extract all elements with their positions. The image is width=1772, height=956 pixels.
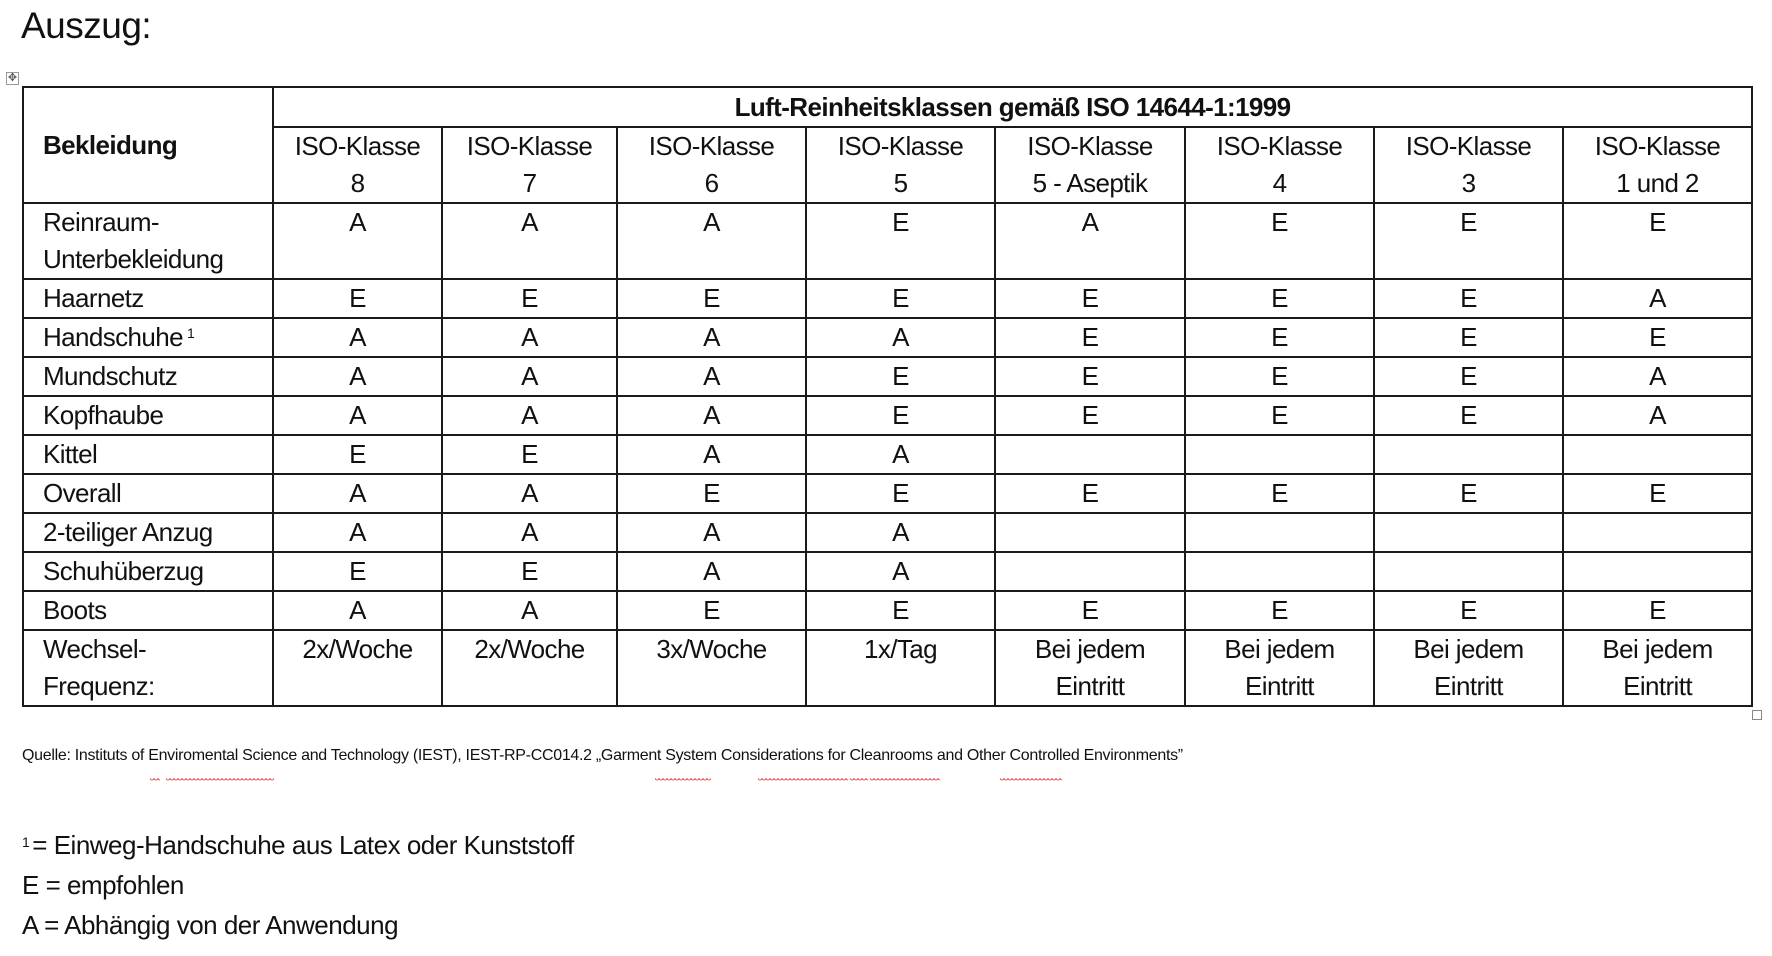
table-cell	[1374, 513, 1563, 552]
table-cell: E	[617, 474, 806, 513]
table-cell	[995, 435, 1185, 474]
table-cell: E	[442, 279, 617, 318]
table-cell: A	[1563, 279, 1752, 318]
legend-note	[22, 825, 574, 865]
table-cell: E	[995, 279, 1185, 318]
table-cell: E	[806, 591, 995, 630]
frequency-text: Bei jedem	[1034, 634, 1146, 664]
row-label	[23, 357, 273, 396]
table-cell: E	[1185, 591, 1374, 630]
header-bekleidung: Bekleidung	[23, 87, 273, 203]
table-cell: A	[273, 357, 442, 396]
frequency-text: Eintritt	[1055, 671, 1125, 701]
row-label-text: Boots	[43, 595, 107, 625]
table-cell: A	[617, 435, 806, 474]
table-cell: E	[806, 474, 995, 513]
table-cell: E	[806, 203, 995, 279]
class-header-line1: ISO-Klasse	[1027, 131, 1153, 161]
table-cell: A	[442, 396, 617, 435]
table-cell: A	[273, 474, 442, 513]
table-cell: E	[995, 318, 1185, 357]
spellcheck-underline	[1000, 778, 1062, 782]
table-row	[23, 474, 1752, 513]
spellcheck-underline	[655, 778, 711, 782]
source-citation: Quelle: Instituts of Enviromental Science and Technology (IEST), IEST-RP-CC014.2 „Garment System Considerations for Cleanrooms and Other Controlled Environments”	[22, 747, 1183, 764]
class-header-line2: 5 - Aseptik	[1032, 168, 1148, 198]
table-cell: A	[1563, 396, 1752, 435]
frequency-text: 2x/Woche	[302, 634, 413, 664]
table-row	[23, 552, 1752, 591]
legend-notes	[22, 825, 574, 945]
table-cell: A	[806, 552, 995, 591]
table-cell: A	[273, 318, 442, 357]
table-resize-handle-icon[interactable]	[1752, 710, 1762, 720]
row-label-text: Kittel	[43, 439, 98, 469]
frequency-text: Eintritt	[1623, 671, 1692, 701]
row-label	[23, 396, 273, 435]
class-header-line2: 7	[522, 168, 537, 198]
frequency-text: Bei jedem	[1413, 634, 1524, 664]
frequency-text: Bei jedem	[1224, 634, 1335, 664]
class-header	[1563, 127, 1752, 203]
frequency-cell	[1185, 630, 1374, 706]
legend-note	[22, 865, 574, 905]
table-cell: A	[442, 591, 617, 630]
table-cell: E	[1374, 203, 1563, 279]
legend-note-text: E = empfohlen	[22, 870, 184, 900]
spellcheck-underline	[870, 778, 940, 782]
table-cell	[1563, 552, 1752, 591]
table-cell: E	[1563, 318, 1752, 357]
class-header-line1: ISO-Klasse	[1405, 131, 1532, 161]
row-label-text: 2-teiliger Anzug	[43, 517, 213, 547]
class-header-line1: ISO-Klasse	[466, 131, 593, 161]
table-cell	[1563, 435, 1752, 474]
row-label-text: Kopfhaube	[43, 400, 164, 430]
table-row	[23, 435, 1752, 474]
table-row	[23, 203, 1752, 279]
frequency-cell	[995, 630, 1185, 706]
document-title: Auszug:	[21, 5, 152, 46]
table-cell: E	[806, 396, 995, 435]
spellcheck-underline	[758, 778, 848, 782]
class-header-line1: ISO-Klasse	[1594, 131, 1721, 161]
header-air-cleanliness-classes: Luft-Reinheitsklassen gemäß ISO 14644-1:1999	[273, 87, 1752, 127]
table-cell: A	[442, 513, 617, 552]
table-cell: A	[617, 318, 806, 357]
table-move-handle-icon[interactable]: ✥	[7, 72, 18, 84]
table-cell: A	[806, 318, 995, 357]
table-cell: E	[1563, 474, 1752, 513]
table-cell: E	[995, 357, 1185, 396]
row-label	[23, 318, 273, 357]
frequency-cell	[617, 630, 806, 706]
table-cell: E	[1374, 318, 1563, 357]
row-label	[23, 435, 273, 474]
table-cell: A	[617, 357, 806, 396]
class-header-line1: ISO-Klasse	[294, 131, 421, 161]
row-label-text: Wechsel-	[43, 634, 147, 664]
table-cell: A	[617, 396, 806, 435]
table-cell: E	[617, 591, 806, 630]
table-cell: A	[806, 513, 995, 552]
class-header-line2: 1 und 2	[1616, 168, 1699, 198]
row-label	[23, 203, 273, 279]
frequency-cell	[1563, 630, 1752, 706]
table-cell: A	[806, 435, 995, 474]
legend-note-text: A = Abhängig von der Anwendung	[22, 910, 399, 940]
table-cell: E	[273, 552, 442, 591]
table-cell: E	[1185, 396, 1374, 435]
table-cell: E	[1185, 203, 1374, 279]
table-cell	[1185, 552, 1374, 591]
class-header-line1: ISO-Klasse	[648, 131, 775, 161]
frequency-cell	[806, 630, 995, 706]
legend-note-text: = Einweg-Handschuhe aus Latex oder Kunststoff	[32, 830, 574, 860]
table-cell: E	[1374, 474, 1563, 513]
class-header	[1374, 127, 1563, 203]
table-cell	[1563, 513, 1752, 552]
table-cell: A	[273, 513, 442, 552]
table-cell: A	[273, 203, 442, 279]
table-cell	[995, 513, 1185, 552]
class-header	[806, 127, 995, 203]
row-label-text: Handschuhe	[43, 322, 183, 352]
table-cell: E	[1374, 279, 1563, 318]
footnote-marker: 1	[187, 325, 195, 341]
table-cell: E	[806, 357, 995, 396]
row-label	[23, 513, 273, 552]
frequency-text: 2x/Woche	[474, 634, 585, 664]
legend-note	[22, 905, 574, 945]
class-header-line2: 4	[1272, 168, 1287, 198]
table-cell: E	[1185, 357, 1374, 396]
table-cell: E	[273, 279, 442, 318]
table-cell: A	[1563, 357, 1752, 396]
frequency-text: 3x/Woche	[656, 634, 767, 664]
table-cell: E	[995, 396, 1185, 435]
table-cell	[995, 552, 1185, 591]
table-cell: E	[1185, 318, 1374, 357]
row-label-text: Schuhüberzug	[43, 556, 204, 586]
class-header-line2: 5	[893, 168, 908, 198]
class-header	[617, 127, 806, 203]
table-cell	[1374, 435, 1563, 474]
class-header-line2: 8	[350, 168, 365, 198]
frequency-text: Bei jedem	[1602, 634, 1713, 664]
class-header	[1185, 127, 1374, 203]
frequency-cell	[442, 630, 617, 706]
table-cell: A	[442, 357, 617, 396]
table-cell: E	[617, 279, 806, 318]
table-cell: A	[273, 396, 442, 435]
table-cell: E	[1185, 279, 1374, 318]
table-cell: E	[995, 591, 1185, 630]
row-label-text: Reinraum-	[43, 207, 159, 237]
class-header-line1: ISO-Klasse	[837, 131, 964, 161]
class-header	[273, 127, 442, 203]
clothing-table	[22, 86, 1753, 707]
table-cell: E	[1374, 396, 1563, 435]
row-label	[23, 279, 273, 318]
table-cell: A	[995, 203, 1185, 279]
table-cell: A	[617, 203, 806, 279]
frequency-text: Eintritt	[1245, 671, 1314, 701]
table-cell: E	[442, 435, 617, 474]
table-cell: E	[1374, 357, 1563, 396]
spellcheck-underline	[166, 778, 274, 782]
table-row	[23, 279, 1752, 318]
spellcheck-underline	[150, 778, 160, 782]
table-cell: A	[442, 203, 617, 279]
row-label-text: Frequenz:	[43, 671, 155, 701]
frequency-text: Eintritt	[1434, 671, 1503, 701]
frequency-cell	[1374, 630, 1563, 706]
table-cell: A	[442, 318, 617, 357]
table-cell: A	[617, 552, 806, 591]
table-cell	[1185, 513, 1374, 552]
row-label	[23, 552, 273, 591]
table-cell: E	[273, 435, 442, 474]
frequency-row	[23, 630, 1752, 706]
class-header-line2: 6	[704, 168, 719, 198]
table-cell: E	[995, 474, 1185, 513]
table-cell	[1185, 435, 1374, 474]
table-row	[23, 396, 1752, 435]
table-cell: E	[806, 279, 995, 318]
spellcheck-underline	[850, 778, 868, 782]
table-cell: E	[1563, 591, 1752, 630]
table-cell: A	[617, 513, 806, 552]
frequency-text: 1x/Tag	[863, 634, 937, 664]
row-label	[23, 474, 273, 513]
row-label-text: Mundschutz	[43, 361, 178, 391]
table-row	[23, 318, 1752, 357]
class-header-line1: ISO-Klasse	[1216, 131, 1343, 161]
row-label-text: Haarnetz	[43, 283, 144, 313]
row-label	[23, 591, 273, 630]
table-row	[23, 357, 1752, 396]
row-label-text: Overall	[43, 478, 122, 508]
table-cell: E	[442, 552, 617, 591]
row-label-text-line2: Unterbekleidung	[43, 244, 224, 274]
class-header	[442, 127, 617, 203]
class-header	[995, 127, 1185, 203]
row-label	[23, 630, 273, 706]
table-cell: E	[1185, 474, 1374, 513]
table-cell	[1374, 552, 1563, 591]
table-cell: E	[1374, 591, 1563, 630]
class-header-line2: 3	[1461, 168, 1476, 198]
table-cell: A	[273, 591, 442, 630]
table-cell: A	[442, 474, 617, 513]
footnote-marker: 1	[22, 834, 30, 850]
table-row	[23, 513, 1752, 552]
frequency-cell	[273, 630, 442, 706]
table-cell: E	[1563, 203, 1752, 279]
table-row	[23, 591, 1752, 630]
